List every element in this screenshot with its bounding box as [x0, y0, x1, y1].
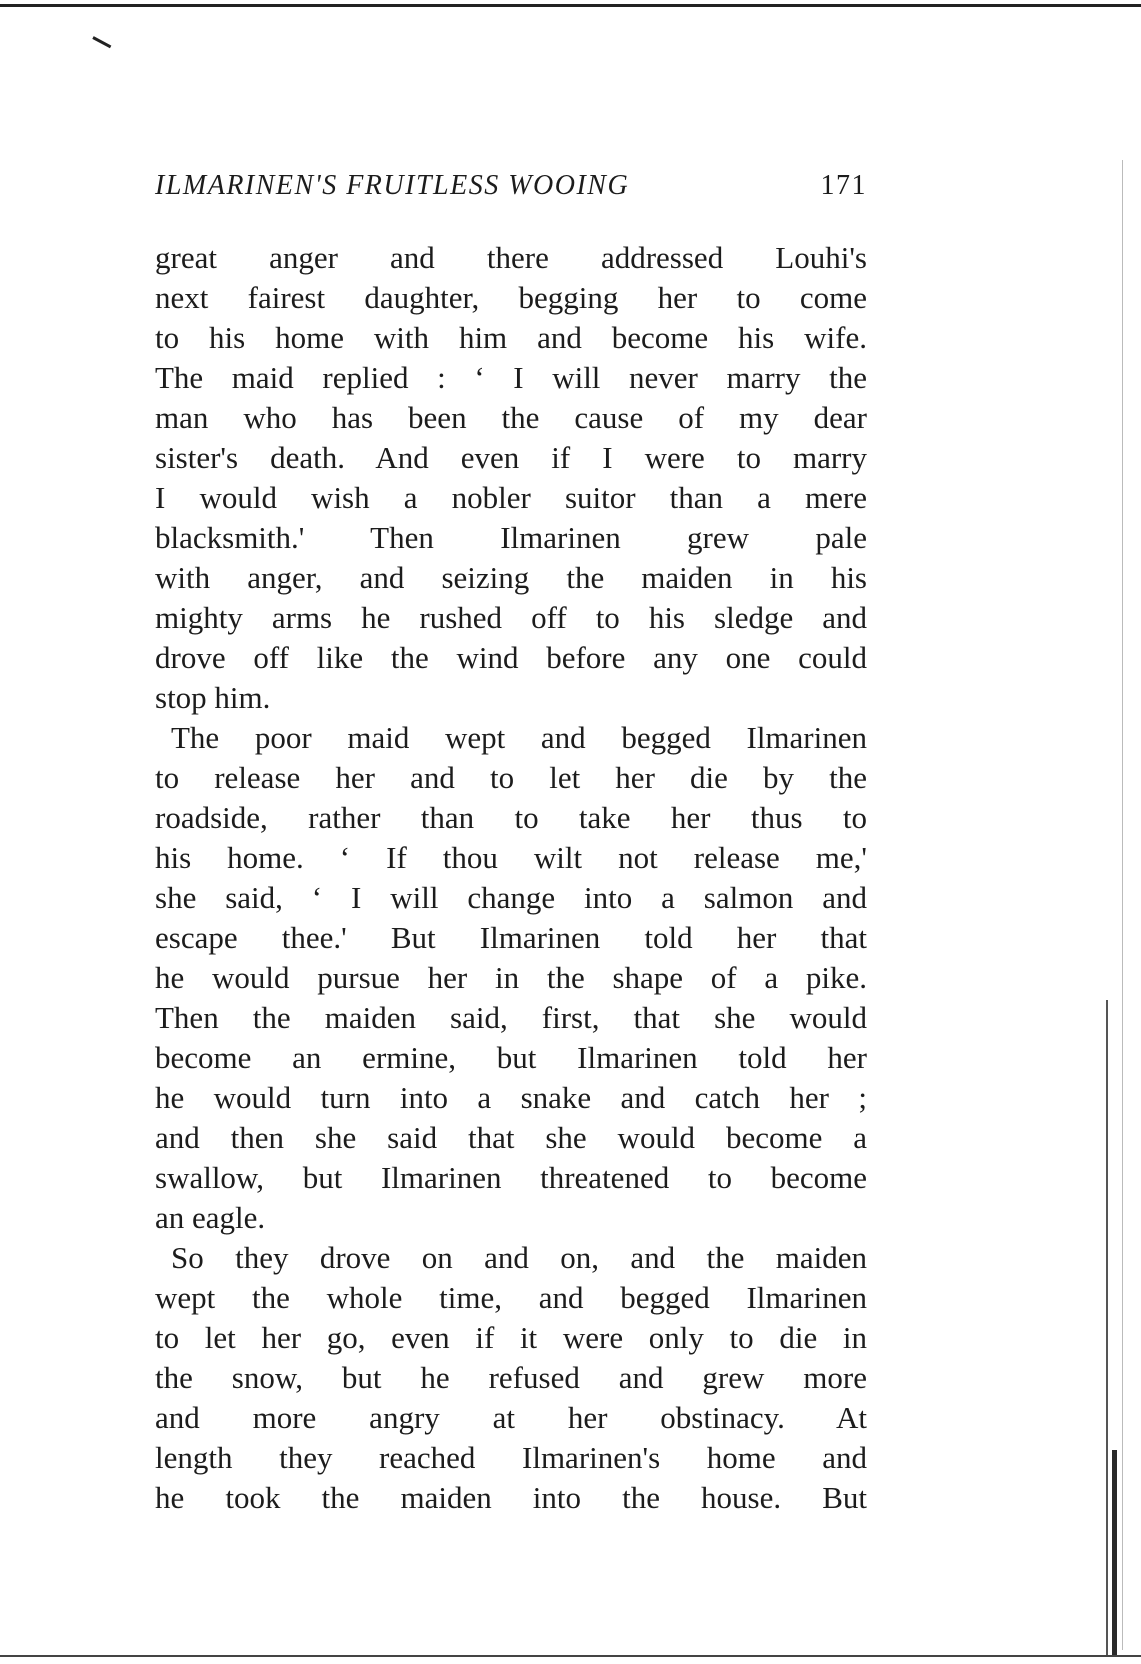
text-line: to his home with him and become his wife. — [155, 320, 867, 355]
paragraph-start-line: So they drove on and on, and the maiden — [171, 1240, 867, 1275]
text-line: blacksmith.' Then Ilmarinen grew pale — [155, 520, 867, 555]
text-line: roadside, rather than to take her thus to — [155, 800, 867, 835]
text-line: wept the whole time, and begged Ilmarinen — [155, 1280, 867, 1315]
text-line: swallow, but Ilmarinen threatened to become — [155, 1160, 867, 1195]
text-line: the snow, but he refused and grew more — [155, 1360, 867, 1395]
text-line: and more angry at her obstinacy. At — [155, 1400, 867, 1435]
text-line: great anger and there addressed Louhi's — [155, 240, 867, 275]
running-title: ILMARINEN'S FRUITLESS WOOING — [155, 170, 630, 201]
text-line: man who has been the cause of my dear — [155, 400, 867, 435]
text-line: with anger, and seizing the maiden in his — [155, 560, 867, 595]
text-line: to let her go, even if it were only to die in — [155, 1320, 867, 1355]
text-line: stop him. — [155, 680, 271, 715]
text-line: he took the maiden into the house. But — [155, 1480, 867, 1515]
text-line: an eagle. — [155, 1200, 266, 1235]
text-line: she said, ‘ I will change into a salmon and — [155, 880, 867, 915]
text-line: become an ermine, but Ilmarinen told her — [155, 1040, 867, 1075]
text-line: sister's death. And even if I were to marry — [155, 440, 867, 475]
running-head — [155, 170, 867, 210]
text-line: his home. ‘ If thou wilt not release me,' — [155, 840, 867, 875]
text-line: length they reached Ilmarinen's home and — [155, 1440, 867, 1475]
corner-tick-mark — [92, 36, 111, 48]
text-line: mighty arms he rushed off to his sledge and — [155, 600, 867, 635]
text-line: he would pursue her in the shape of a pike. — [155, 960, 867, 995]
text-line: escape thee.' But Ilmarinen told her that — [155, 920, 867, 955]
text-line: The maid replied : ‘ I will never marry the — [155, 360, 867, 395]
body-text — [155, 238, 867, 1518]
text-line: next fairest daughter, begging her to come — [155, 280, 867, 315]
page-edge-shadow — [1122, 160, 1123, 1650]
paragraph-start-line: The poor maid wept and begged Ilmarinen — [171, 720, 867, 755]
page-edge-line — [1106, 1000, 1108, 1655]
bottom-border-line — [0, 1655, 1141, 1657]
text-line: I would wish a nobler suitor than a mere — [155, 480, 867, 515]
text-line: Then the maiden said, first, that she would — [155, 1000, 867, 1035]
text-line: to release her and to let her die by the — [155, 760, 867, 795]
text-line: and then she said that she would become a — [155, 1120, 867, 1155]
text-line: drove off like the wind before any one could — [155, 640, 867, 675]
page-edge-binding — [1112, 1450, 1117, 1655]
text-line: he would turn into a snake and catch her ; — [155, 1080, 867, 1115]
page-number: 171 — [820, 170, 867, 201]
top-border-line — [0, 4, 1141, 7]
